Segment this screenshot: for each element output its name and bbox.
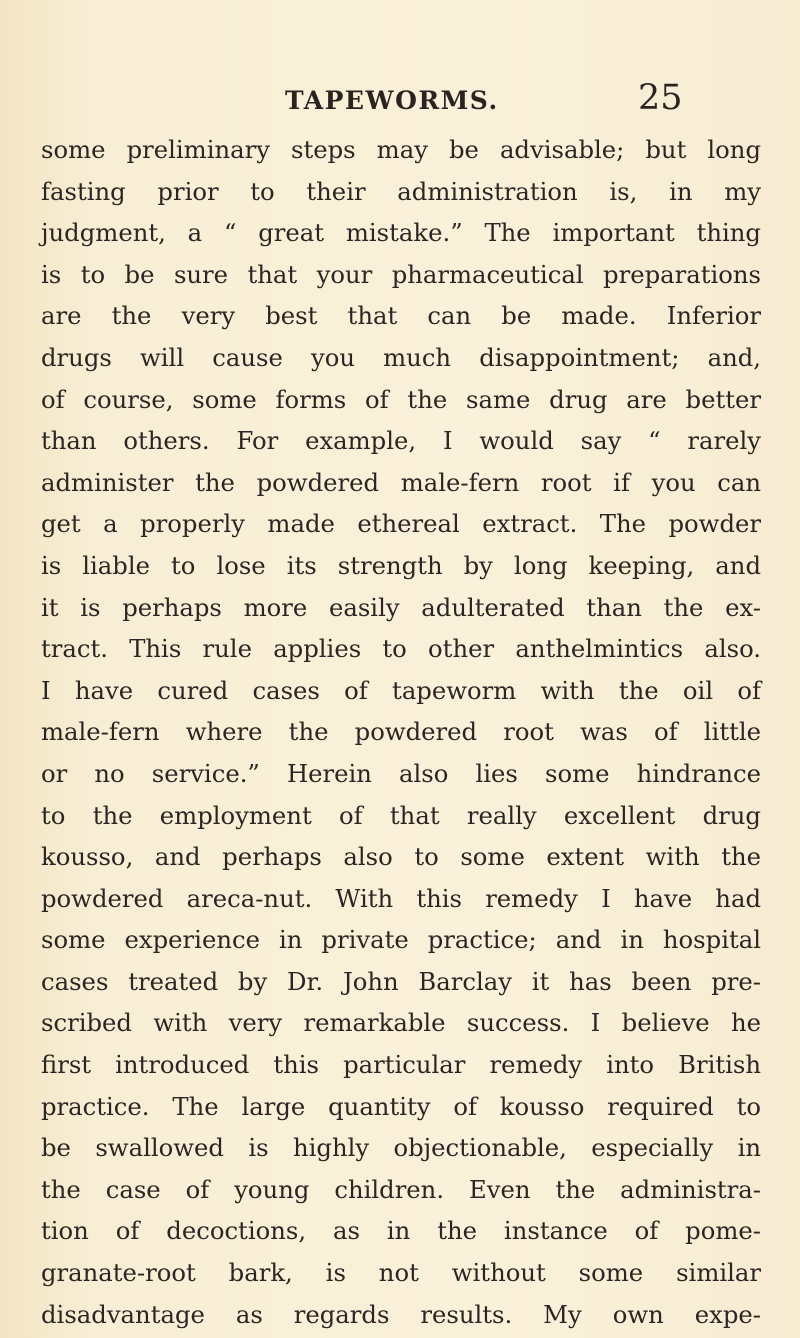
text-line: are the very best that can be made. Inferior: [41, 301, 761, 331]
text-line: some experience in private practice; and in hospital: [41, 925, 761, 955]
text-line: administer the powdered male-fern root if you can: [41, 467, 761, 497]
page-header: [0, 78, 800, 122]
text-line: granate-root bark, is not without some similar: [41, 1258, 761, 1288]
text-line: tract. This rule applies to other anthelmintics also.: [41, 634, 761, 664]
text-line: powdered areca-nut. With this remedy I have had: [41, 883, 761, 913]
text-line: scribed with very remarkable success. I believe he: [41, 1008, 761, 1038]
text-line: practice. The large quantity of kousso required to: [41, 1091, 761, 1121]
text-line: the case of young children. Even the administra-: [41, 1174, 761, 1204]
text-line: drugs will cause you much disappointment; and,: [41, 342, 761, 372]
text-line: first introduced this particular remedy into British: [41, 1050, 761, 1080]
text-line: get a properly made ethereal extract. The powder: [41, 509, 761, 539]
running-title: TAPEWORMS.: [285, 86, 499, 115]
text-line: it is perhaps more easily adulterated than the ex-: [41, 592, 761, 622]
text-line: fasting prior to their administration is, in my: [41, 176, 761, 206]
text-line: male-fern where the powdered root was of little: [41, 717, 761, 747]
text-line: kousso, and perhaps also to some extent with the: [41, 842, 761, 872]
text-line: is liable to lose its strength by long keeping, and: [41, 550, 761, 580]
text-line: judgment, a “ great mistake.” The important thing: [41, 218, 761, 248]
text-line: tion of decoctions, as in the instance of pome-: [41, 1216, 761, 1246]
text-line: of course, some forms of the same drug are better: [41, 384, 761, 414]
text-line: I have cured cases of tapeworm with the oil of: [41, 675, 761, 705]
page-number: 25: [638, 78, 683, 118]
text-line: disadvantage as regards results. My own expe-: [41, 1299, 761, 1329]
text-line: cases treated by Dr. John Barclay it has been pre-: [41, 966, 761, 996]
text-line: or no service.” Herein also lies some hindrance: [41, 758, 761, 788]
text-line: to the employment of that really excellent drug: [41, 800, 761, 830]
text-line: be swallowed is highly objectionable, especially in: [41, 1133, 761, 1163]
body-paragraph: [41, 129, 761, 1335]
text-line: is to be sure that your pharmaceutical preparations: [41, 259, 761, 289]
text-line: some preliminary steps may be advisable; but long: [41, 135, 761, 164]
text-line: than others. For example, I would say “ rarely: [41, 426, 761, 456]
